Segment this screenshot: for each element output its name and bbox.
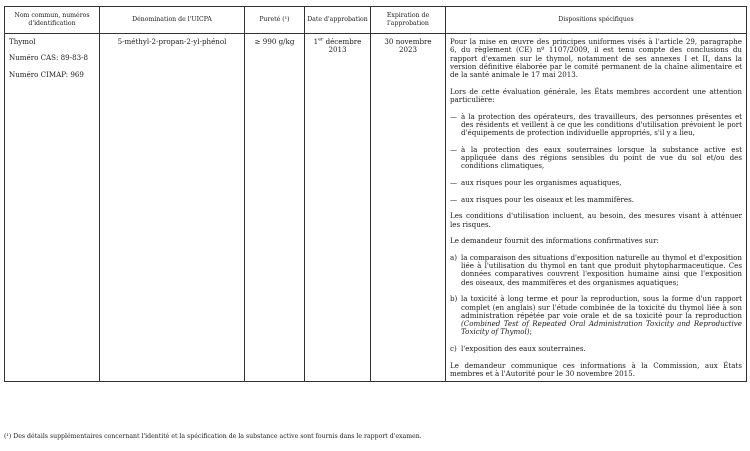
dash-text: aux risques pour les oiseaux et les mammifères. bbox=[461, 194, 635, 204]
header-provisions: Dispositions spécifiques bbox=[446, 7, 747, 34]
cell-expiry bbox=[371, 34, 446, 382]
list-text-b-main: la toxicité à long terme et pour la reproduction, sous la forme d'un rapport complet (en anglais) sur l'étude combinée de la toxicité du thymol liée à son administration répétée par voie orale et de sa toxicité pour la reproduction bbox=[461, 294, 742, 320]
dash-text: à la protection des opérateurs, des travailleurs, des personnes présentes et des résidents et veillent à ce que les conditions d'utilisation prévoient le port d'équipements de protection individuelle appropriés, s'il y a lieu, bbox=[461, 111, 742, 138]
cell-approval-date bbox=[305, 34, 371, 382]
dash-marker: — bbox=[450, 111, 458, 121]
dash-marker: — bbox=[450, 144, 458, 154]
list-text-b-study-title: (Combined Test of Repeated Oral Administration Toxicity and Reproductive Toxicity of Thymol) bbox=[461, 319, 742, 337]
dash-item-2 bbox=[450, 146, 742, 171]
header-iupac: Dénomination de l'UICPA bbox=[100, 7, 245, 34]
cell-iupac bbox=[100, 34, 245, 382]
list-marker-c: c) bbox=[450, 343, 457, 353]
cell-purity bbox=[245, 34, 305, 382]
dash-text: aux risques pour les organismes aquatiques, bbox=[461, 178, 622, 188]
provisions-paragraph-2: Lors de cette évaluation générale, les États membres accordent une attention particulière: bbox=[450, 86, 742, 105]
purity-value: ≥ 990 g/kg bbox=[254, 37, 295, 46]
provisions-paragraph-5: Le demandeur communique ces informations à la Commission, aux États membres et à l'Autorité pour le 30 novembre 2015. bbox=[450, 360, 742, 378]
header-approval-date: Date d'approbation bbox=[305, 7, 371, 34]
cimap-number: Numéro CIMAP: 969 bbox=[9, 69, 84, 79]
list-marker-b: b) bbox=[450, 294, 458, 304]
list-item-b bbox=[450, 295, 742, 336]
list-item-a bbox=[450, 254, 742, 287]
provisions-paragraph-1: Pour la mise en œuvre des principes uniformes visés à l'article 29, paragraphe 6, du règlement (CE) nº 1107/2009, il est tenu compte des conclusions du rapport d'examen sur le thymol, notamment de ses annexes I et II, dans la version définitive élaborée par le comité permanent de la chaîne alimentaire et de la santé animale le 17 mai 2013. bbox=[450, 37, 742, 80]
footnote: (¹) Des détails supplémentaires concernant l'identité et la spécification de la substance active sont fournis dans le rapport d'examen. bbox=[4, 433, 422, 440]
approval-day-sup: er bbox=[318, 37, 324, 43]
approval-rest: décembre 2013 bbox=[323, 37, 362, 55]
approval-day: 1 bbox=[313, 37, 319, 46]
dash-item-3 bbox=[450, 179, 742, 187]
cell-provisions bbox=[446, 34, 747, 382]
expiry-date: 30 novembre 2023 bbox=[384, 37, 432, 55]
list-item-c bbox=[450, 345, 742, 353]
list-text-c: l'exposition des eaux souterraines. bbox=[461, 343, 586, 353]
dash-item-1 bbox=[450, 113, 742, 138]
approval-table bbox=[4, 6, 747, 382]
iupac-name: 5-méthyl-2-propan-2-yl-phénol bbox=[117, 37, 227, 46]
cas-number: Numéro CAS: 89-83-8 bbox=[9, 53, 89, 63]
dash-item-4 bbox=[450, 196, 742, 204]
dash-marker: — bbox=[450, 194, 458, 204]
header-common-name: Nom commun, numéros d'identification bbox=[5, 7, 100, 34]
table-header-row bbox=[5, 7, 747, 34]
dash-marker: — bbox=[450, 178, 458, 188]
header-purity: Pureté (¹) bbox=[245, 7, 305, 34]
dash-text: à la protection des eaux souterraines lorsque la substance active est appliquée dans des régions sensibles du point de vue du sol et/ou des conditions climatiques, bbox=[461, 144, 742, 171]
provisions-paragraph-3: Les conditions d'utilisation incluent, au besoin, des mesures visant à atténuer les risques. bbox=[450, 211, 742, 229]
table-row bbox=[5, 34, 747, 382]
cell-common-name bbox=[5, 34, 100, 382]
list-text-b bbox=[461, 295, 742, 336]
substance-name: Thymol bbox=[9, 37, 36, 46]
header-expiry: Expiration de l'approbation bbox=[371, 7, 446, 34]
list-marker-a: a) bbox=[450, 252, 457, 262]
provisions-paragraph-4: Le demandeur fournit des informations confirmatives sur: bbox=[450, 236, 659, 246]
list-text-a: la comparaison des situations d'exposition naturelle au thymol et d'exposition liée à l'utilisation du thymol en tant que produit phytopharmaceutique. Ces données comparatives couvrent l'exposition humaine ainsi que l'exposition des oiseaux, des mammifères et des organismes aquatiques; bbox=[461, 252, 742, 287]
list-text-b-end: ; bbox=[529, 327, 532, 337]
